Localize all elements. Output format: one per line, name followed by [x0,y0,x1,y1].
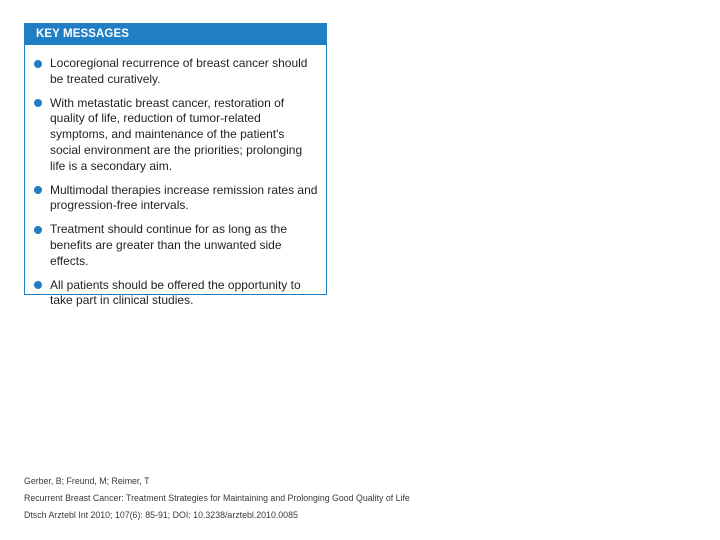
key-message-item [34,56,318,88]
bullet-dot-icon [34,99,42,107]
citation-title: Recurrent Breast Cancer: Treatment Strategies for Maintaining and Prolonging Good Quality of Life [24,493,410,503]
key-message-item [34,222,318,269]
key-message-text: Treatment should continue for as long as the benefits are greater than the unwanted side effects. [50,222,288,268]
key-message-item [34,278,318,310]
bullet-dot-icon [34,226,42,234]
key-messages-box [24,23,327,308]
key-message-text: Multimodal therapies increase remission rates and progression-free intervals. [50,182,318,213]
key-messages-heading: KEY MESSAGES [25,24,326,45]
bullet-dot-icon [34,186,42,194]
bullet-dot-icon [34,281,42,289]
key-message-text: Locoregional recurrence of breast cancer should be treated curatively. [50,56,308,86]
key-message-text: With metastatic breast cancer, restoration of quality of life, reduction of tumor-related symptoms, and maintenance of the patient's social environment are the priorities; prolonging life is a secondary aim. [50,95,303,173]
citation-reference: Dtsch Arztebl Int 2010; 107(6): 85-91; DOI: 10.3238/arztebl.2010.0085 [24,510,298,520]
key-message-item [34,96,318,175]
key-message-text: All patients should be offered the opportunity to take part in clinical studies. [50,277,301,308]
bullet-dot-icon [34,60,42,68]
citation-authors: Gerber, B; Freund, M; Reimer, T [24,476,150,486]
citation-block [24,473,410,524]
key-messages-list [25,45,326,309]
key-message-item [34,183,318,215]
